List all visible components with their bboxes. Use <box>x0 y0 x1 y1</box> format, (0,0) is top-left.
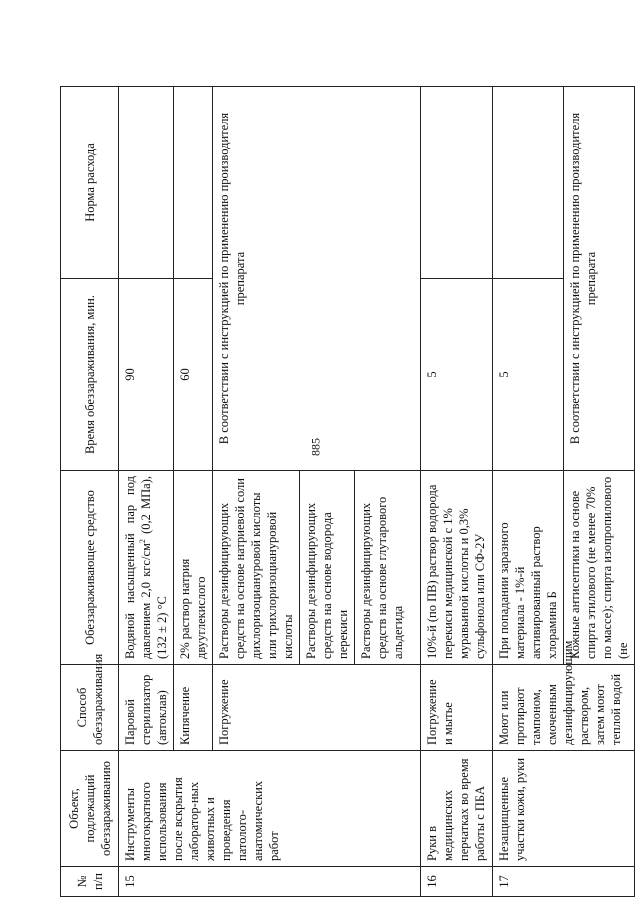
agent-cell: Растворы дезинфицирующих средств на основе глутарового альдегида <box>355 471 421 665</box>
header-time: Время обеззараживания, мин. <box>61 279 119 471</box>
page-number: 885 <box>308 438 323 456</box>
agent-cell: 10%-й (по ПВ) раствор водорода перекиси медицинской с 1% муравьиной кислоты и 0,3% сульфонола или СФ-2У <box>421 471 493 665</box>
disinfection-table <box>60 86 635 897</box>
agent-cell: Растворы дезинфицирующих средств на основе водорода перекиси <box>300 471 355 665</box>
header-row <box>61 87 119 897</box>
time-cell: 5 <box>421 279 493 471</box>
object-cell: Незащищенные участки кожи, руки <box>493 751 635 867</box>
norm-cell <box>119 87 174 279</box>
header-agent: Обеззараживающее средство <box>61 471 119 665</box>
time-cell: 90 <box>119 279 174 471</box>
time-norm-cell: В соответствии с инструкцией по применению производителя препарата <box>564 87 635 471</box>
method-cell: Паровой стерилизатор (автоклав) <box>119 665 174 751</box>
agent-cell: Растворы дезинфицирующих средств на основе натриевой соли дихлоризоциануровой кислоты или трихлоризоциануровой кислоты <box>213 471 300 665</box>
agent-cell: 2% раствор натрия двууглекислого <box>174 471 213 665</box>
rotated-table-container <box>60 87 630 897</box>
agent-cell: Кожные антисептики на основе спирта этилового (не менее 70% по массе); спирта изопропилового (не <box>564 471 635 665</box>
header-num: № п/п <box>61 867 119 897</box>
table-row <box>421 87 493 897</box>
time-cell: 60 <box>174 279 213 471</box>
norm-cell <box>174 87 213 279</box>
norm-cell <box>493 87 564 279</box>
table-row <box>119 87 174 897</box>
method-cell: Погружение и мытье <box>421 665 493 751</box>
time-cell: 5 <box>493 279 564 471</box>
header-object: Объект, подлежащий обеззараживанию <box>61 751 119 867</box>
row-number: 15 <box>119 867 421 897</box>
row-number: 17 <box>493 867 635 897</box>
time-norm-cell: В соответствии с инструкцией по применению производителя препарата <box>213 87 421 471</box>
agent-cell: Водяной насыщенный пар под давлением 2,0 кгс/$см^2$ (0,2 МПа), (132 ± 2) °С <box>119 471 174 665</box>
object-cell: Руки в медицинских перчатках во время работы с ПБА <box>421 751 493 867</box>
header-norm: Норма расхода <box>61 87 119 279</box>
method-cell: Кипячение <box>174 665 213 751</box>
method-cell: Моют или протирают тампоном, смоченным дезинфицирующим раствором, затем моют теплой водой <box>493 665 635 751</box>
norm-cell <box>421 87 493 279</box>
agent-cell: При попадании заразного материала - 1%-й активированный раствор хлорамина Б <box>493 471 564 665</box>
row-number: 16 <box>421 867 493 897</box>
header-method: Способ обеззараживания <box>61 665 119 751</box>
table-row <box>493 87 564 897</box>
method-cell: Погружение <box>213 665 421 751</box>
object-cell: Инструменты многократного использования после вскрытия лаборатор-ных животных и проведения патолого-анатомических работ <box>119 751 421 867</box>
